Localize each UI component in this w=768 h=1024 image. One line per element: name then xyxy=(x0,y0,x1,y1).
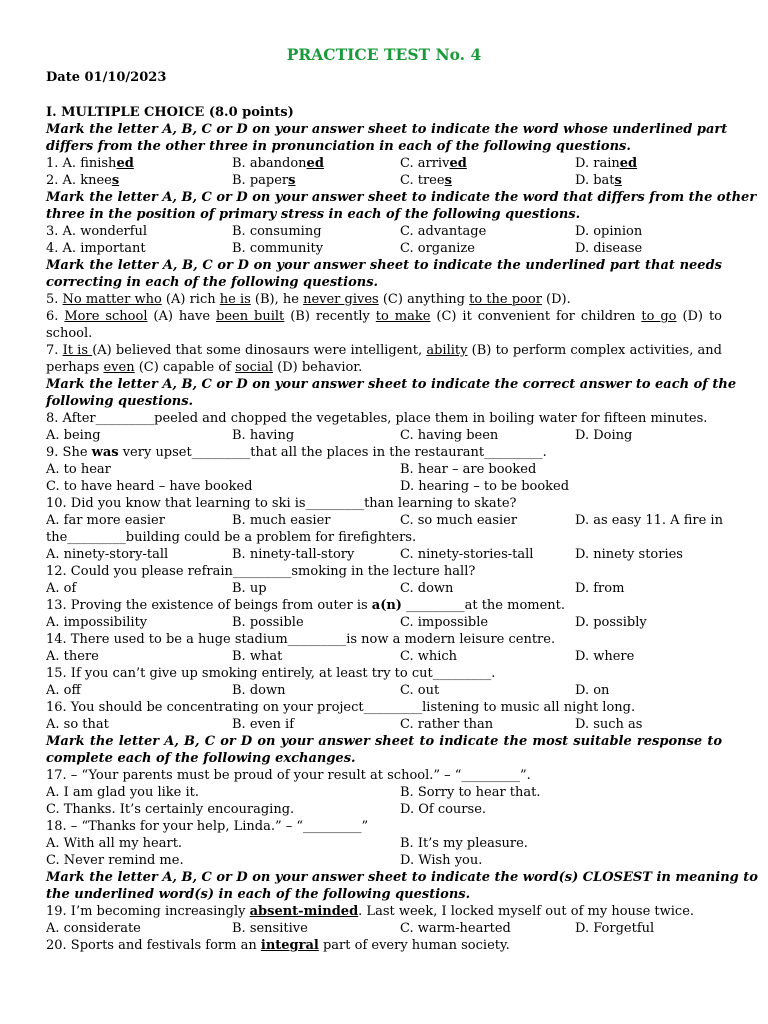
question-12-stem: 12. Could you please refrain_________smoking in the lecture hall? xyxy=(46,564,476,579)
option-c: C. advantage xyxy=(400,224,487,239)
option-d: D. such as xyxy=(575,717,643,732)
option-a: A. of xyxy=(46,581,77,596)
option-a: 1. A. finished xyxy=(46,156,134,171)
question-16-stem: 16. You should be concentrating on your project_________listening to music all night long. xyxy=(46,700,636,715)
question-9-options-cd xyxy=(46,478,722,495)
question-4 xyxy=(46,240,722,257)
option-c: C. Never remind me. xyxy=(46,853,184,868)
option-d: D. Of course. xyxy=(400,802,487,817)
instruction-pronunciation-line2: differs from the other three in pronunciation in each of the following questions. xyxy=(46,139,631,154)
option-d: D. possibly xyxy=(575,615,647,630)
option-c: C. having been xyxy=(400,428,499,443)
option-c: C. to have heard – have booked xyxy=(46,479,253,494)
question-13-stem: 13. Proving the existence of beings from outer is a(n) _________at the moment. xyxy=(46,598,566,613)
option-b: B. having xyxy=(232,428,295,443)
option-b: B. papers xyxy=(232,173,296,188)
instruction-pronunciation-line1: Mark the letter A, B, C or D on your answer sheet to indicate the word whose underlined part xyxy=(46,122,728,137)
option-d: D. ninety stories xyxy=(575,547,683,562)
question-18-options-cd xyxy=(46,852,722,869)
instruction-response-line2: complete each of the following exchanges. xyxy=(46,751,356,766)
option-b: B. ninety-tall-story xyxy=(232,547,355,562)
option-a: A. considerate xyxy=(46,921,141,936)
question-17-options-cd xyxy=(46,801,722,818)
instruction-stress-line2: three in the position of primary stress in each of the following questions. xyxy=(46,207,581,222)
option-c: C. down xyxy=(400,581,454,596)
option-d: D. disease xyxy=(575,241,643,256)
question-2 xyxy=(46,172,722,189)
question-6: 6. More school (A) have been built (B) recently to make (C) it convenient for children to go (D) to xyxy=(46,309,723,324)
test-date: Date 01/10/2023 xyxy=(46,70,167,85)
question-15-options xyxy=(46,682,722,699)
option-c: C. ninety-stories-tall xyxy=(400,547,534,562)
option-c: C. arrived xyxy=(400,156,467,171)
option-a: A. so that xyxy=(46,717,109,732)
question-11-stem: the_________building could be a problem for firefighters. xyxy=(46,530,417,545)
option-d: D. bats xyxy=(575,173,622,188)
option-d: D. where xyxy=(575,649,635,664)
instruction-closest-line2: the underlined word(s) in each of the following questions. xyxy=(46,887,471,902)
option-b: B. community xyxy=(232,241,324,256)
option-a: A. there xyxy=(46,649,99,664)
option-d: D. opinion xyxy=(575,224,643,239)
option-d: D. hearing – to be booked xyxy=(400,479,570,494)
instruction-closest-line1: Mark the letter A, B, C or D on your answer sheet to indicate the word(s) CLOSEST in meaning to xyxy=(46,870,758,885)
question-6-continued: school. xyxy=(46,326,93,341)
option-c: C. trees xyxy=(400,173,452,188)
option-a: 3. A. wonderful xyxy=(46,224,148,239)
option-a: A. ninety-story-tall xyxy=(46,547,169,562)
instruction-correct-line1: Mark the letter A, B, C or D on your answer sheet to indicate the correct answer to each of the xyxy=(46,377,737,392)
option-c: C. Thanks. It’s certainly encouraging. xyxy=(46,802,295,817)
option-c: C. which xyxy=(400,649,458,664)
question-19-options xyxy=(46,920,722,937)
question-17-stem: 17. – “Your parents must be proud of your result at school.” – “_________”. xyxy=(46,768,531,783)
option-a: A. impossibility xyxy=(46,615,148,630)
option-c: C. rather than xyxy=(400,717,494,732)
option-a: A. being xyxy=(46,428,101,443)
instruction-stress-line1: Mark the letter A, B, C or D on your answer sheet to indicate the word that differs from the other xyxy=(46,190,757,205)
option-a: A. to hear xyxy=(46,462,111,477)
option-d: D. Wish you. xyxy=(400,853,483,868)
question-7-continued: perhaps even (C) capable of social (D) behavior. xyxy=(46,360,363,375)
option-b: B. Sorry to hear that. xyxy=(400,785,541,800)
question-18-options-ab xyxy=(46,835,722,852)
option-c: C. so much easier xyxy=(400,513,518,528)
question-8-stem: 8. After_________peeled and chopped the vegetables, place them in boiling water for fifteen minutes. xyxy=(46,411,708,426)
option-b: B. even if xyxy=(232,717,295,732)
question-7: 7. It is (A) believed that some dinosaurs were intelligent, ability (B) to perform complex activities, and xyxy=(46,343,723,358)
option-c: C. organize xyxy=(400,241,475,256)
instruction-error-line1: Mark the letter A, B, C or D on your answer sheet to indicate the underlined part that needs xyxy=(46,258,722,273)
instruction-error-line2: correcting in each of the following questions. xyxy=(46,275,379,290)
question-16-options xyxy=(46,716,722,733)
question-8-options xyxy=(46,427,722,444)
page-title: PRACTICE TEST No. 4 xyxy=(286,45,482,64)
option-a: A. With all my heart. xyxy=(46,836,183,851)
question-19-stem: 19. I’m becoming increasingly absent-minded. Last week, I locked myself out of my house twice. xyxy=(46,904,695,919)
option-d: D. Doing xyxy=(575,428,633,443)
option-b: B. sensitive xyxy=(232,921,308,936)
question-10-options xyxy=(46,512,722,529)
option-b: B. down xyxy=(232,683,286,698)
option-d: D. on xyxy=(575,683,610,698)
question-9-stem: 9. She was very upset_________that all the places in the restaurant_________. xyxy=(46,445,547,460)
question-9-options-ab xyxy=(46,461,722,478)
option-d: D. as easy 11. A fire in xyxy=(575,513,723,528)
option-a: 4. A. important xyxy=(46,241,146,256)
option-b: B. hear – are booked xyxy=(400,462,537,477)
option-b: B. much easier xyxy=(232,513,331,528)
question-11-options xyxy=(46,546,722,563)
question-14-options xyxy=(46,648,722,665)
option-b: B. what xyxy=(232,649,283,664)
question-14-stem: 14. There used to be a huge stadium_________is now a modern leisure centre. xyxy=(46,632,556,647)
question-18-stem: 18. – “Thanks for your help, Linda.” – “_________” xyxy=(46,819,369,834)
option-a: A. off xyxy=(46,683,81,698)
question-12-options xyxy=(46,580,722,597)
option-c: C. warm-hearted xyxy=(400,921,511,936)
option-b: B. consuming xyxy=(232,224,322,239)
option-c: C. out xyxy=(400,683,440,698)
option-b: B. possible xyxy=(232,615,304,630)
option-c: C. impossible xyxy=(400,615,489,630)
question-17-options-ab xyxy=(46,784,722,801)
instruction-response-line1: Mark the letter A, B, C or D on your answer sheet to indicate the most suitable response to xyxy=(46,734,722,749)
question-15-stem: 15. If you can’t give up smoking entirely, at least try to cut_________. xyxy=(46,666,496,681)
option-b: B. It’s my pleasure. xyxy=(400,836,528,851)
option-a: A. I am glad you like it. xyxy=(46,785,200,800)
instruction-correct-line2: following questions. xyxy=(46,394,194,409)
option-a: A. far more easier xyxy=(46,513,165,528)
question-13-options xyxy=(46,614,722,631)
question-5: 5. No matter who (A) rich he is (B), he never gives (C) anything to the poor (D). xyxy=(46,292,571,307)
question-3 xyxy=(46,223,722,240)
option-b: B. abandoned xyxy=(232,156,324,171)
option-d: D. Forgetful xyxy=(575,921,655,936)
option-b: B. up xyxy=(232,581,267,596)
question-1 xyxy=(46,155,722,172)
option-a: 2. A. knees xyxy=(46,173,120,188)
section-heading: I. MULTIPLE CHOICE (8.0 points) xyxy=(46,105,294,120)
question-10-stem: 10. Did you know that learning to ski is_________than learning to skate? xyxy=(46,496,517,511)
question-20-stem: 20. Sports and festivals form an integral part of every human society. xyxy=(46,938,510,953)
option-d: D. from xyxy=(575,581,625,596)
option-d: D. rained xyxy=(575,156,638,171)
